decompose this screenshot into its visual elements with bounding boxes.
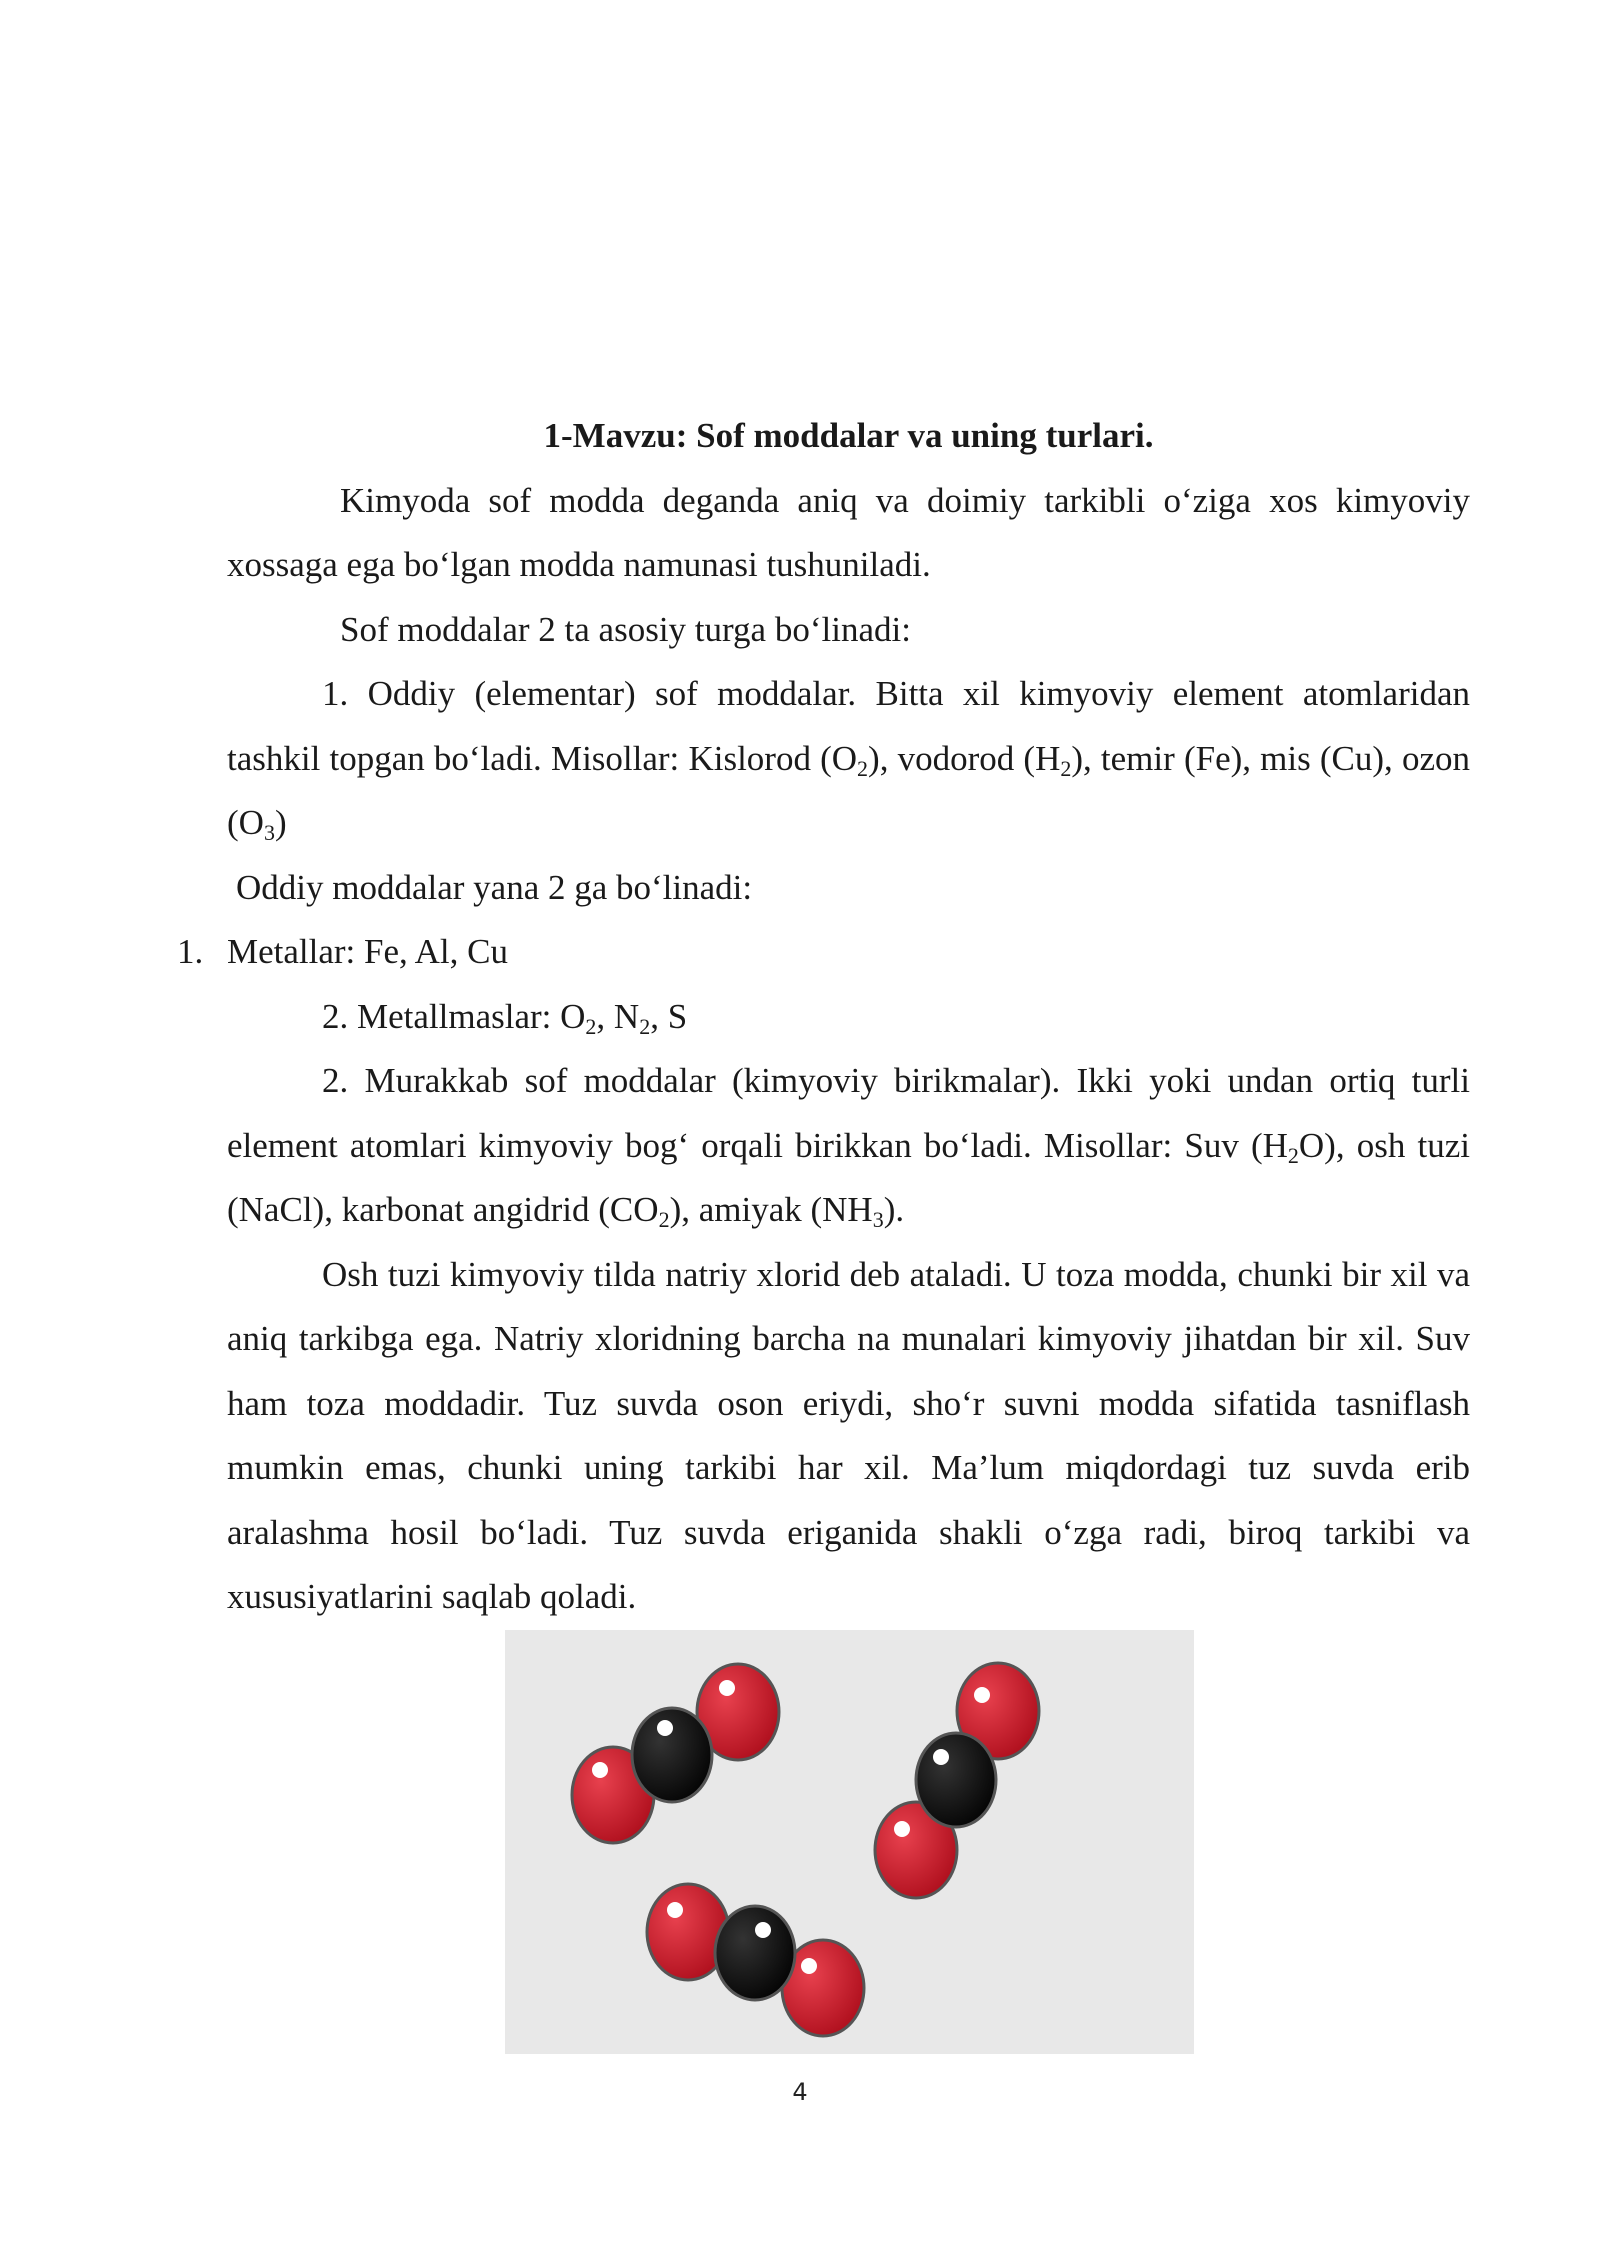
types-intro: Sof moddalar 2 ta asosiy turga bo‘linadi:	[340, 609, 911, 649]
subscript: 2	[585, 1013, 597, 1039]
nonmetals-text-3: , S	[650, 996, 688, 1036]
page-number: 4	[792, 2078, 808, 2106]
page-title: 1-Mavzu: Sof moddalar va uning turlari.	[543, 416, 1154, 455]
co2-molecules-figure	[505, 1630, 1194, 2054]
simple-text-4: )	[274, 803, 287, 842]
carbon-atom	[715, 1906, 795, 2000]
simple-text-3: ), temir (Fe), mis (Cu), ozon (O	[227, 738, 1470, 842]
carbon-atom	[916, 1733, 996, 1827]
co2-molecule	[647, 1884, 864, 2036]
intro-paragraph: Kimyoda sof modda deganda aniq va doimiy tarkibli o‘ziga xos kimyoviy xossaga ega bo‘lgan modda namunasi tushuniladi.	[227, 480, 1470, 584]
co2-molecule	[572, 1664, 779, 1843]
subscript: 2	[658, 1207, 670, 1232]
list-number: 1.	[177, 932, 204, 971]
subscript: 2	[1060, 755, 1072, 781]
simple-split-line: Oddiy moddalar yana 2 ga bo‘linadi:	[236, 867, 753, 907]
compound-text-2: O), osh tuzi (NaCl), karbonat angidrid (CO	[227, 1125, 1470, 1229]
simple-substances-paragraph	[227, 662, 1470, 856]
co2-molecule	[875, 1663, 1039, 1898]
compound-text-4: ).	[883, 1190, 905, 1229]
nonmetals-list-item	[227, 985, 1470, 1050]
metals-list-item	[177, 920, 1470, 985]
compound-text-1: 2. Murakkab sof moddalar (kimyoviy birikmalar). Ikki yoki undan ortiq turli element atomlari kimyoviy bog‘ orqali birikkan bo‘ladi. Misollar: Suv (H	[227, 1061, 1470, 1165]
simple-text-1: 1. Oddiy (elementar) sof moddalar. Bitta xil kimyoviy element atomlaridan tashkil topgan bo‘ladi. Misollar: Kislorod (O	[227, 674, 1470, 778]
carbon-atom	[632, 1708, 712, 1802]
subscript: 2	[857, 755, 869, 781]
nonmetals-text-2: , N	[596, 996, 640, 1036]
metals-text: Metallar: Fe, Al, Cu	[227, 932, 508, 971]
subscript: 3	[263, 820, 275, 845]
subscript: 2	[1287, 1142, 1299, 1168]
subscript: 3	[872, 1207, 884, 1232]
co2-molecules-illustration	[505, 1630, 1194, 2054]
subscript: 2	[639, 1013, 651, 1039]
salt-paragraph: Osh tuzi kimyoviy tilda natriy xlorid deb ataladi. U toza modda, chunki bir xil va aniq tarkibga ega. Natriy xloridning barcha na munalari kimyoviy jihatdan bir xil. Suv ham toza moddadir. Tuz suvda oson eriydi, sho‘r suvni modda sifatida tasniflash mumkin emas, chunki uning tarkibi har xil. Ma’lum miqdordagi tuz suvda erib aralashma hosil bo‘ladi. Tuz suvda eriganida shakli o‘zga radi, biroq tarkibi va xususiyatlarini saqlab qoladi.	[227, 1254, 1470, 1616]
simple-text-2: ), vodorod (H	[868, 738, 1061, 778]
page-content	[177, 404, 1470, 1630]
compound-substances-paragraph	[227, 1049, 1470, 1243]
nonmetals-text-1: 2. Metallmaslar: O	[322, 996, 586, 1036]
compound-text-3: ), amiyak (NH	[669, 1190, 873, 1229]
